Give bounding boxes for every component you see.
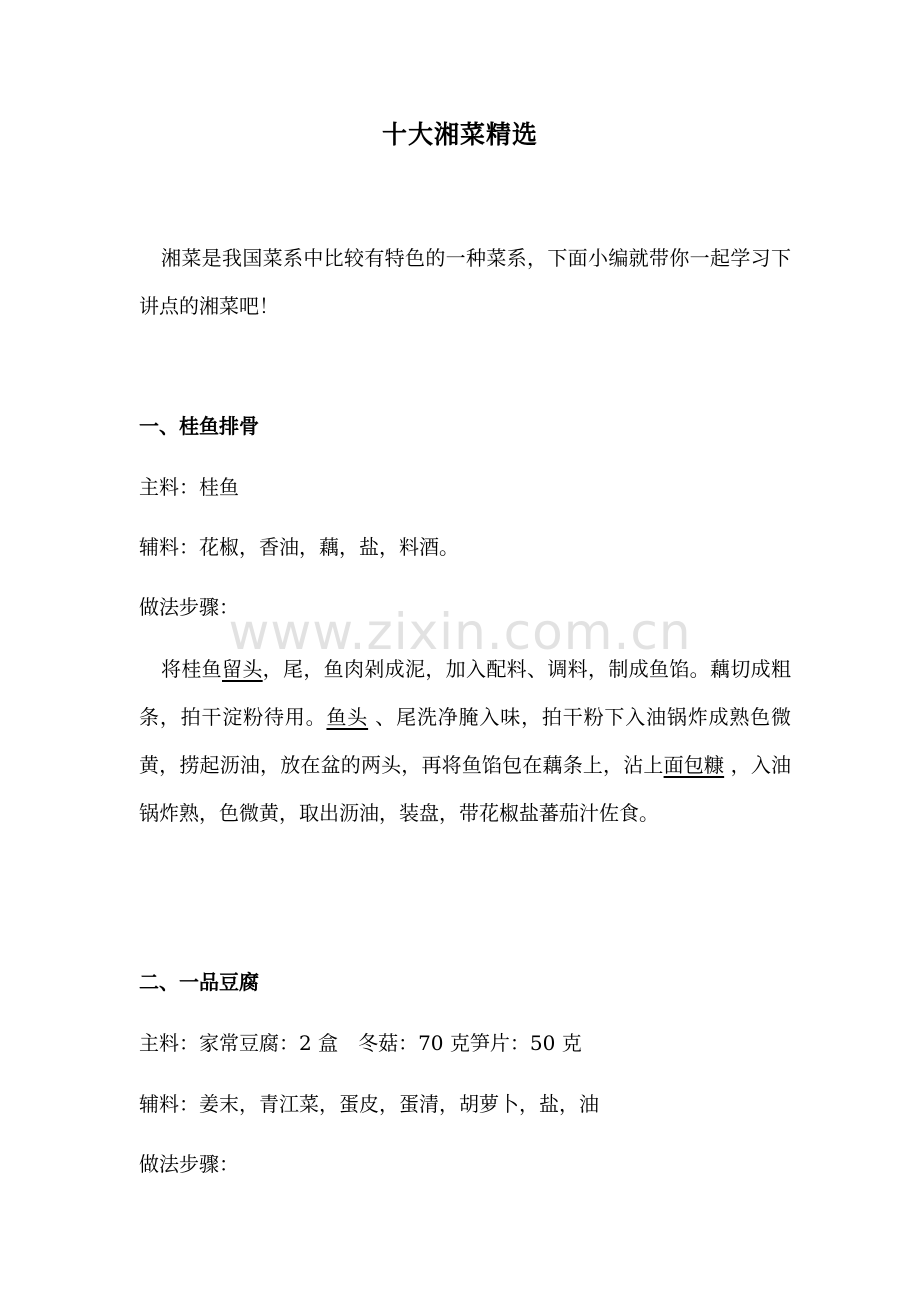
steps-text: ，尾，鱼肉剁成泥，加入配料、调料，制成鱼馅。藕切成粗条，拍干淀粉待用。 [139, 657, 792, 729]
section-heading-yipin-doufu: 二、一品豆腐 [139, 970, 259, 994]
steps-label: 做法步骤： [139, 595, 239, 619]
section-heading-guiyu-paigu: 一、桂鱼排骨 [139, 414, 259, 438]
main-ingredients: 主料：桂鱼 [139, 475, 239, 499]
main-ingredients: 主料：家常豆腐：2 盒 冬菇：70 克笋片：50 克 [139, 1031, 582, 1055]
steps-label: 做法步骤： [139, 1152, 239, 1176]
watermark: www.zixin.com.cn [228, 603, 692, 661]
underlined-term: 留头 [222, 657, 263, 681]
auxiliary-ingredients: 辅料：姜末，青江菜，蛋皮，蛋清，胡萝卜，盐，油 [139, 1092, 599, 1116]
steps-text: 将桂鱼 [161, 657, 222, 681]
intro-paragraph: 湘菜是我国菜系中比较有特色的一种菜系，下面小编就带你一起学习下讲点的湘菜吧！ [139, 246, 791, 318]
auxiliary-ingredients: 辅料：花椒，香油，藕，盐，料酒。 [139, 535, 459, 559]
steps-paragraph [139, 645, 791, 837]
document-title: 十大湘菜精选 [381, 120, 538, 149]
underlined-term: 面包糠 [663, 753, 725, 777]
underlined-term: 鱼头 [326, 705, 369, 729]
steps-text: 、尾洗净腌入味，拍干粉下入油锅炸成熟色微黄，捞起沥油，放在盆的两头，再将鱼馅包在藕条上，沾上 [139, 705, 792, 777]
steps-text: ，入油锅炸熟，色微黄，取出沥油，装盘，带花椒盐蕃茄汁佐食。 [139, 753, 792, 825]
